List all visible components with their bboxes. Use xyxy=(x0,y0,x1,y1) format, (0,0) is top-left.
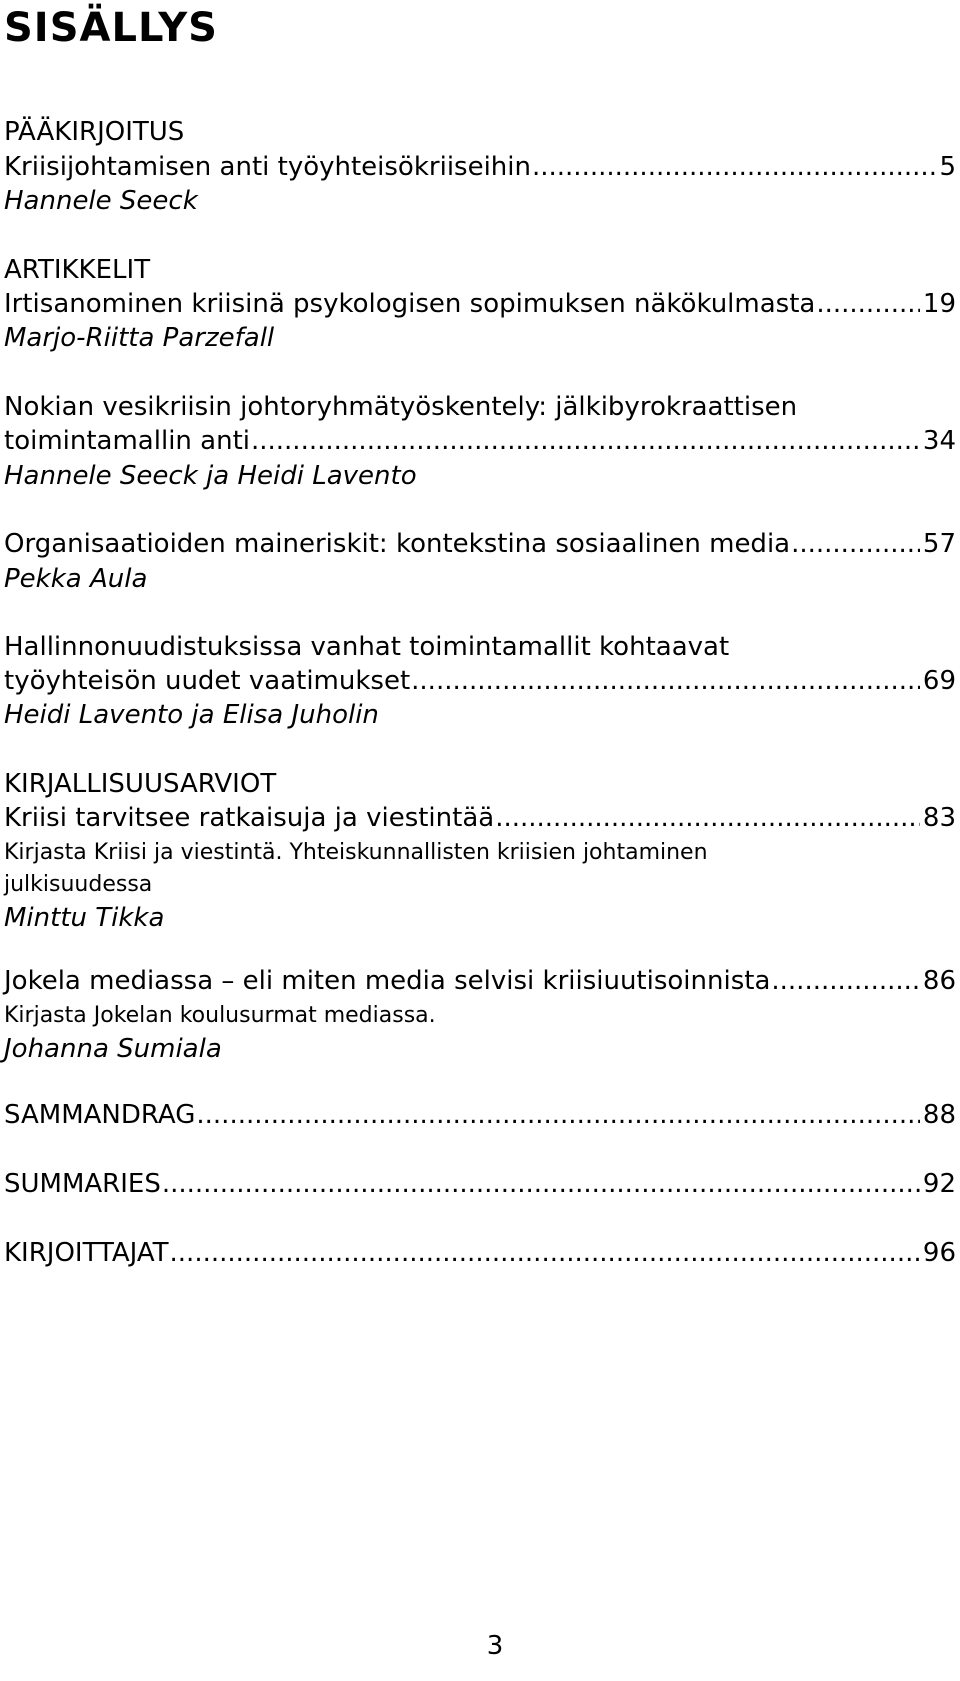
dot-leader xyxy=(251,423,920,459)
entry-title: KIRJOITTAJAT xyxy=(4,1238,169,1268)
entry-subtitle-line-2: julkisuudessa xyxy=(4,872,153,897)
toc-entry-kirjoittajat[interactable] xyxy=(4,1235,956,1271)
entry-author: Johanna Sumiala xyxy=(4,1034,222,1064)
entry-title: Jokela mediassa – eli miten media selvisi kriisiuutisoinnista xyxy=(4,966,771,996)
page-title: SISÄLLYS xyxy=(4,5,218,51)
entry-page-number: 96 xyxy=(922,1238,956,1268)
entry-title-line-2: työyhteisön uudet vaatimukset xyxy=(4,666,411,696)
entry-author: Heidi Lavento ja Elisa Juholin xyxy=(4,700,379,730)
entry-page-number: 5 xyxy=(939,152,956,182)
entry-page-number: 19 xyxy=(922,289,956,319)
entry-title-line-1[interactable]: Nokian vesikriisin johtoryhmätyöskentely: jälkibyrokraattisen xyxy=(4,392,798,422)
toc-entry-review-2[interactable] xyxy=(4,963,956,999)
dot-leader xyxy=(816,286,920,322)
section-heading-paakirjoitus: PÄÄKIRJOITUS xyxy=(4,117,185,147)
dot-leader xyxy=(495,800,920,836)
dot-leader xyxy=(196,1097,920,1133)
toc-entry-article-1[interactable] xyxy=(4,286,956,322)
entry-page-number: 83 xyxy=(922,803,956,833)
page-number: 3 xyxy=(486,1631,504,1661)
dot-leader xyxy=(532,149,936,185)
entry-page-number: 88 xyxy=(922,1100,956,1130)
entry-title: SUMMARIES xyxy=(4,1169,161,1199)
toc-entry-summaries[interactable] xyxy=(4,1166,956,1202)
entry-title: Irtisanominen kriisinä psykologisen sopimuksen näkökulmasta xyxy=(4,289,816,319)
entry-page-number: 92 xyxy=(922,1169,956,1199)
entry-author: Hannele Seeck xyxy=(4,186,198,216)
entry-title: Kriisijohtamisen anti työyhteisökriiseihin xyxy=(4,152,531,182)
toc-entry-sammandrag[interactable] xyxy=(4,1097,956,1133)
entry-page-number: 69 xyxy=(922,666,956,696)
entry-author: Minttu Tikka xyxy=(4,903,165,933)
entry-author: Marjo-Riitta Parzefall xyxy=(4,323,275,353)
section-heading-artikkelit: ARTIKKELIT xyxy=(4,255,151,285)
dot-leader xyxy=(411,663,920,699)
toc-entry-article-3[interactable] xyxy=(4,526,956,562)
dot-leader xyxy=(162,1166,920,1202)
entry-subtitle-line-1: Kirjasta Kriisi ja viestintä. Yhteiskunnallisten kriisien johtaminen xyxy=(4,840,708,865)
entry-title: SAMMANDRAG xyxy=(4,1100,196,1130)
entry-author: Hannele Seeck ja Heidi Lavento xyxy=(4,461,417,491)
entry-title: Kriisi tarvitsee ratkaisuja ja viestintää xyxy=(4,803,495,833)
entry-author: Pekka Aula xyxy=(4,564,148,594)
entry-subtitle-line-1: Kirjasta Jokelan koulusurmat mediassa. xyxy=(4,1003,436,1028)
toc-entry-review-1[interactable] xyxy=(4,800,956,836)
section-heading-kirjallisuusarviot: KIRJALLISUUSARVIOT xyxy=(4,769,277,799)
dot-leader xyxy=(170,1235,920,1271)
entry-page-number: 86 xyxy=(922,966,956,996)
toc-entry-editorial[interactable] xyxy=(4,149,956,185)
entry-title-line-2: toimintamallin anti xyxy=(4,426,250,456)
dot-leader xyxy=(771,963,920,999)
toc-entry-article-4[interactable] xyxy=(4,663,956,699)
entry-title: Organisaatioiden maineriskit: kontekstina sosiaalinen media xyxy=(4,529,791,559)
dot-leader xyxy=(791,526,920,562)
toc-entry-article-2[interactable] xyxy=(4,423,956,459)
entry-title-line-1[interactable]: Hallinnonuudistuksissa vanhat toimintamallit kohtaavat xyxy=(4,632,730,662)
entry-page-number: 34 xyxy=(922,426,956,456)
entry-page-number: 57 xyxy=(922,529,956,559)
